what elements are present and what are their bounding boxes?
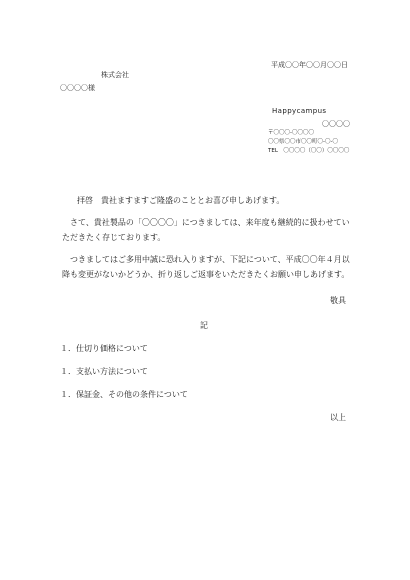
recipient-name: 〇〇〇〇様 <box>60 84 95 92</box>
list-item: １．支払い方法について <box>60 367 148 376</box>
letter-date: 平成〇〇年〇〇月〇〇日 <box>271 61 348 69</box>
sender-tel: TEL 〇〇〇〇（〇〇）〇〇〇〇 <box>268 148 350 154</box>
sender-address: 〇〇県〇〇市〇〇町〇-〇-〇 <box>268 139 338 145</box>
sender-name: 〇〇〇〇 <box>322 120 350 128</box>
closing-keigu: 敬具 <box>330 296 346 305</box>
sender-postal: 〒〇〇〇-〇〇〇〇 <box>268 130 314 136</box>
body-paragraph-2: つきましてはご多用中誠に恐れ入りますが、下記について、平成〇〇年４月以降も変更がないかどうか、折り返しご返事をいただきたくお願い申しあげます。 <box>62 255 350 279</box>
list-item: １．保証金、その他の条件について <box>60 390 188 399</box>
greeting: 拝啓 貴社ますますご隆盛のこととお喜び申しあげます。 <box>77 196 285 205</box>
closing-ijou: 以上 <box>330 413 346 422</box>
body-paragraph-1: さて、貴社製品の「〇〇〇〇」につきましては、来年度も継続的に扱わせていただきたく存じております。 <box>62 218 350 242</box>
notes-heading: 記 <box>200 321 208 330</box>
sender-company: Happycampus <box>272 107 327 115</box>
recipient-company: 株式会社 <box>101 71 129 79</box>
list-item: １．仕切り価格について <box>60 344 148 353</box>
